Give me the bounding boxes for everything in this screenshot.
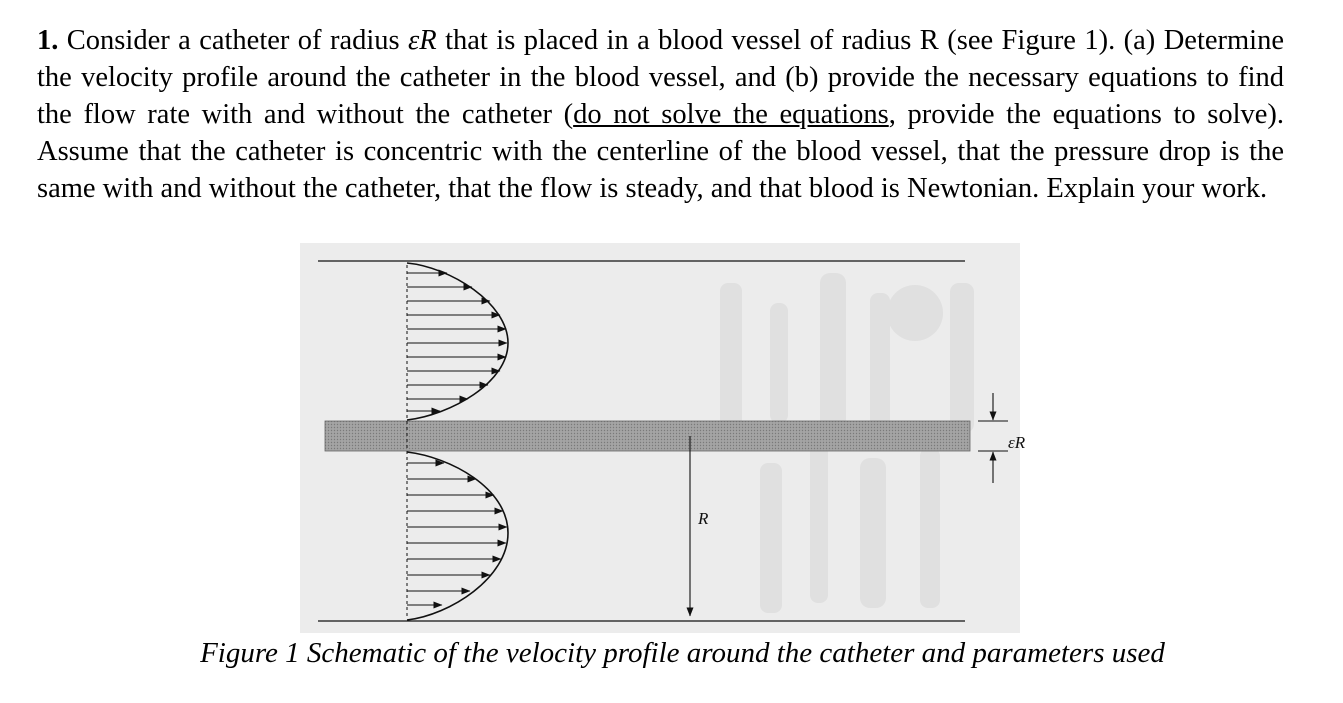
radius-r-label: R <box>698 509 709 528</box>
problem-statement <box>37 22 1284 207</box>
problem-text-part-2: that is placed in a blood vessel of radius R (see Figure 1). (a) Determine the velocity profile around the catheter in the blood vessel, and (b) provide the necessary equations to find the flow rate with and without the catheter ( <box>37 25 1284 130</box>
catheter <box>325 421 970 451</box>
underlined-instruction: do not solve the equations <box>573 99 889 130</box>
problem-text-part-1: Consider a catheter of radius <box>58 25 409 56</box>
epsilon-r-symbol: εR <box>408 25 437 56</box>
eps-r-label: εR <box>1008 433 1026 452</box>
figure-caption: Figure 1 Schematic of the velocity profile around the catheter and parameters used <box>200 637 1165 669</box>
velocity-profile-figure <box>300 243 1060 633</box>
problem-text-part-3: , provide the equations to solve). Assume that the catheter is concentric with the centerline of the blood vessel, that the pressure drop is the same with and without the catheter, that the flow is steady, and that blood is Newtonian. Explain your work. <box>37 99 1285 204</box>
problem-number: 1. <box>37 25 59 56</box>
